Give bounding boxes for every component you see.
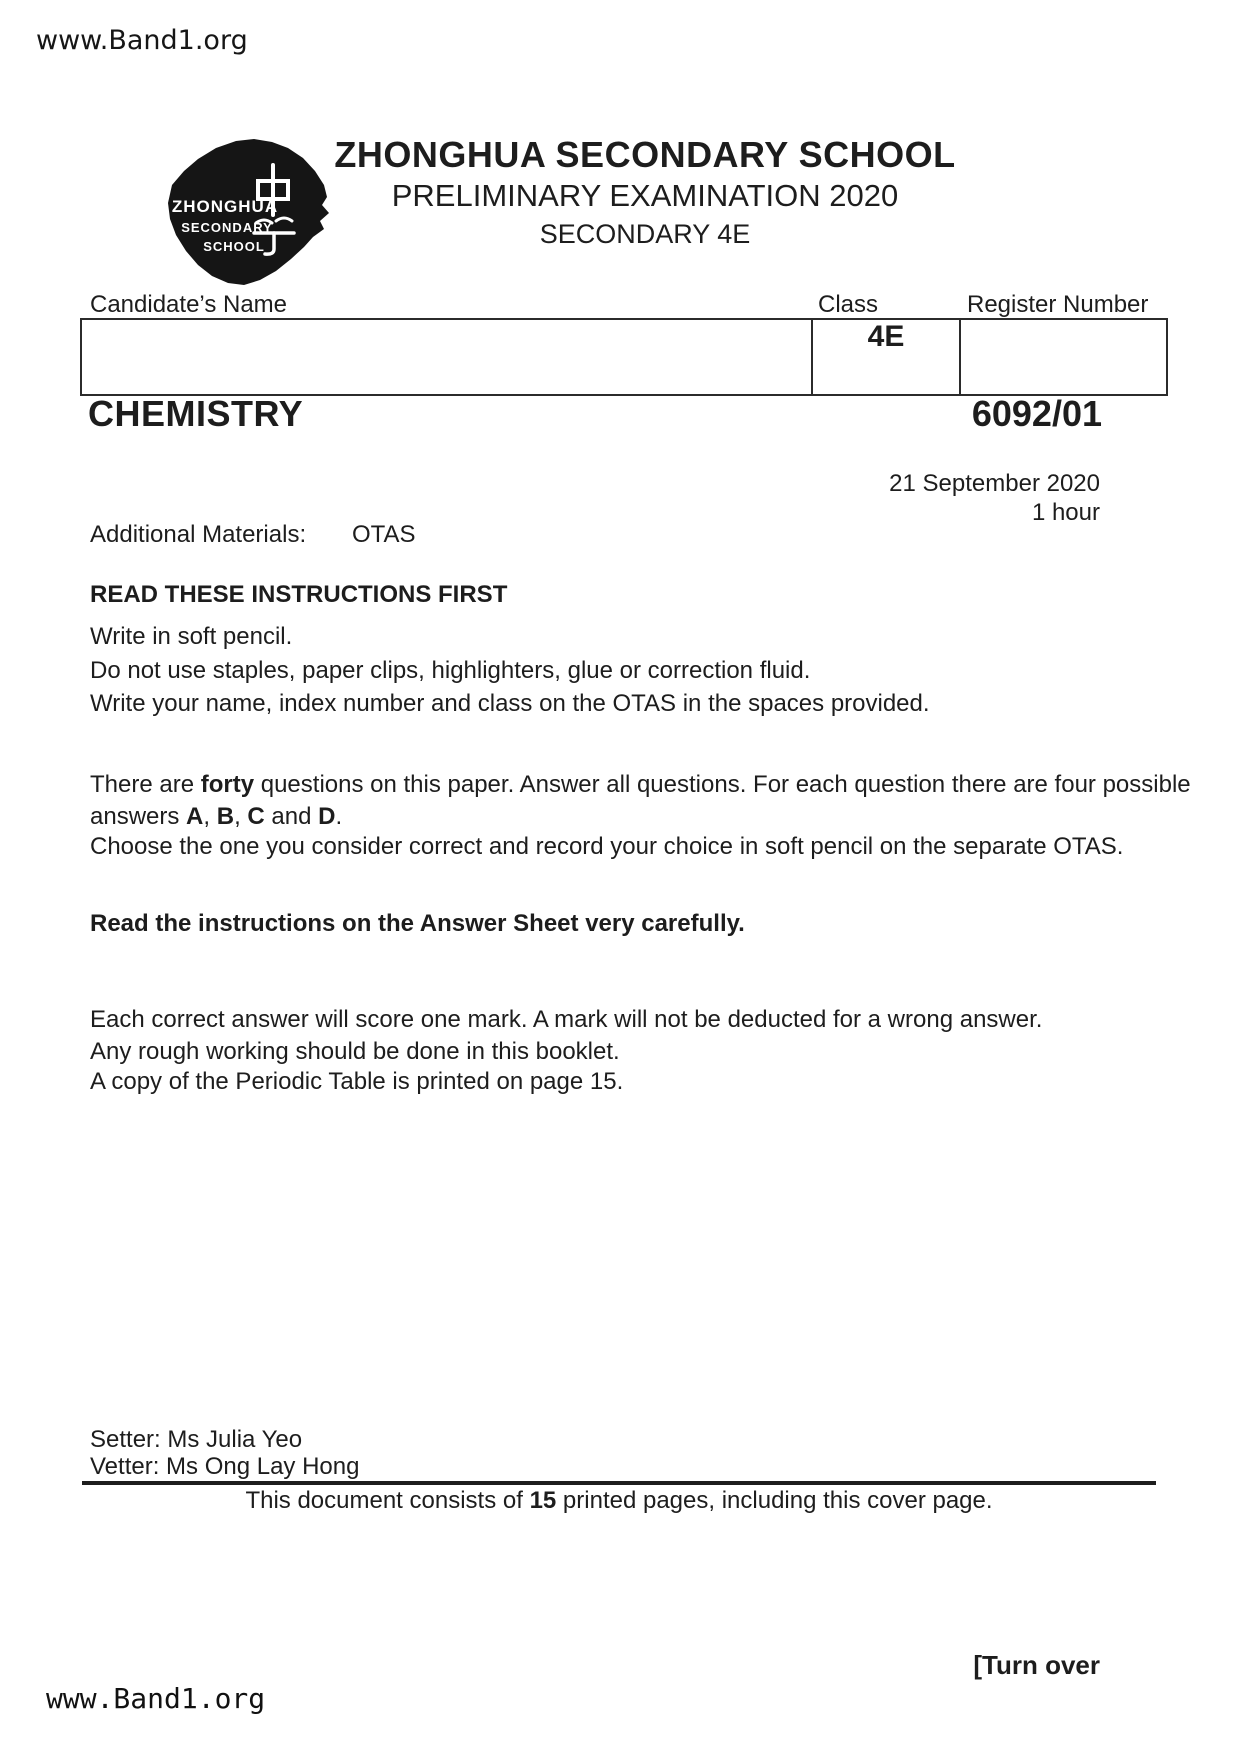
additional-materials-label: Additional Materials: [90,521,307,548]
vetter-line: Vetter: Ms Ong Lay Hong [90,1453,360,1480]
exam-duration: 1 hour [1031,499,1100,526]
watermark-top: www.Band1.org [36,25,248,56]
class-value: 4E [867,320,905,353]
paper-code: 6092/01 [971,393,1102,434]
marking-line-1: Each correct answer will score one mark. A mark will not be deducted for a wrong answer. [90,1006,1043,1033]
footer-divider-rule [82,1481,1156,1485]
marking-line-2: Any rough working should be done in this booklet. [90,1038,620,1065]
question-info-line-3: Choose the one you consider correct and record your choice in soft pencil on the separate OTAS. [90,833,1124,860]
marking-line-3: A copy of the Periodic Table is printed on page 15. [90,1068,624,1095]
question-info-line-2: answers A, B, C and D. [90,803,343,830]
additional-materials-value: OTAS [352,521,416,548]
crest-text-line1: ZHONGHUA [171,197,279,216]
instruction-line-2: Do not use staples, paper clips, highlighters, glue or correction fluid. [90,657,811,684]
exam-title: PRELIMINARY EXAMINATION 2020 [391,178,899,213]
subject-title: CHEMISTRY [88,393,304,434]
turn-over-label: [Turn over [973,1650,1100,1680]
crest-text-line2: SECONDARY [181,220,273,235]
instructions-heading: READ THESE INSTRUCTIONS FIRST [90,581,508,608]
crest-text-line3: SCHOOL [203,239,265,254]
setter-line: Setter: Ms Julia Yeo [90,1426,303,1453]
exam-level: SECONDARY 4E [539,219,751,249]
watermark-bottom: www.Band1.org [46,1682,266,1715]
instruction-line-1: Write in soft pencil. [90,623,293,650]
school-name: ZHONGHUA SECONDARY SCHOOL [334,134,956,175]
class-label: Class [818,291,879,318]
candidate-name-field [84,322,804,392]
register-number-label: Register Number [967,291,1149,318]
candidate-name-label: Candidate’s Name [90,291,288,318]
instruction-line-3: Write your name, index number and class on the OTAS in the spaces provided. [90,690,930,717]
exam-date: 21 September 2020 [889,470,1100,497]
answer-sheet-notice: Read the instructions on the Answer Sheet very carefully. [90,910,745,937]
question-info-line-1: There are forty questions on this paper. Answer all questions. For each question there are four possible [90,771,1191,798]
page-count-note: This document consists of 15 printed pages, including this cover page. [245,1487,993,1514]
register-number-field [964,322,1164,392]
